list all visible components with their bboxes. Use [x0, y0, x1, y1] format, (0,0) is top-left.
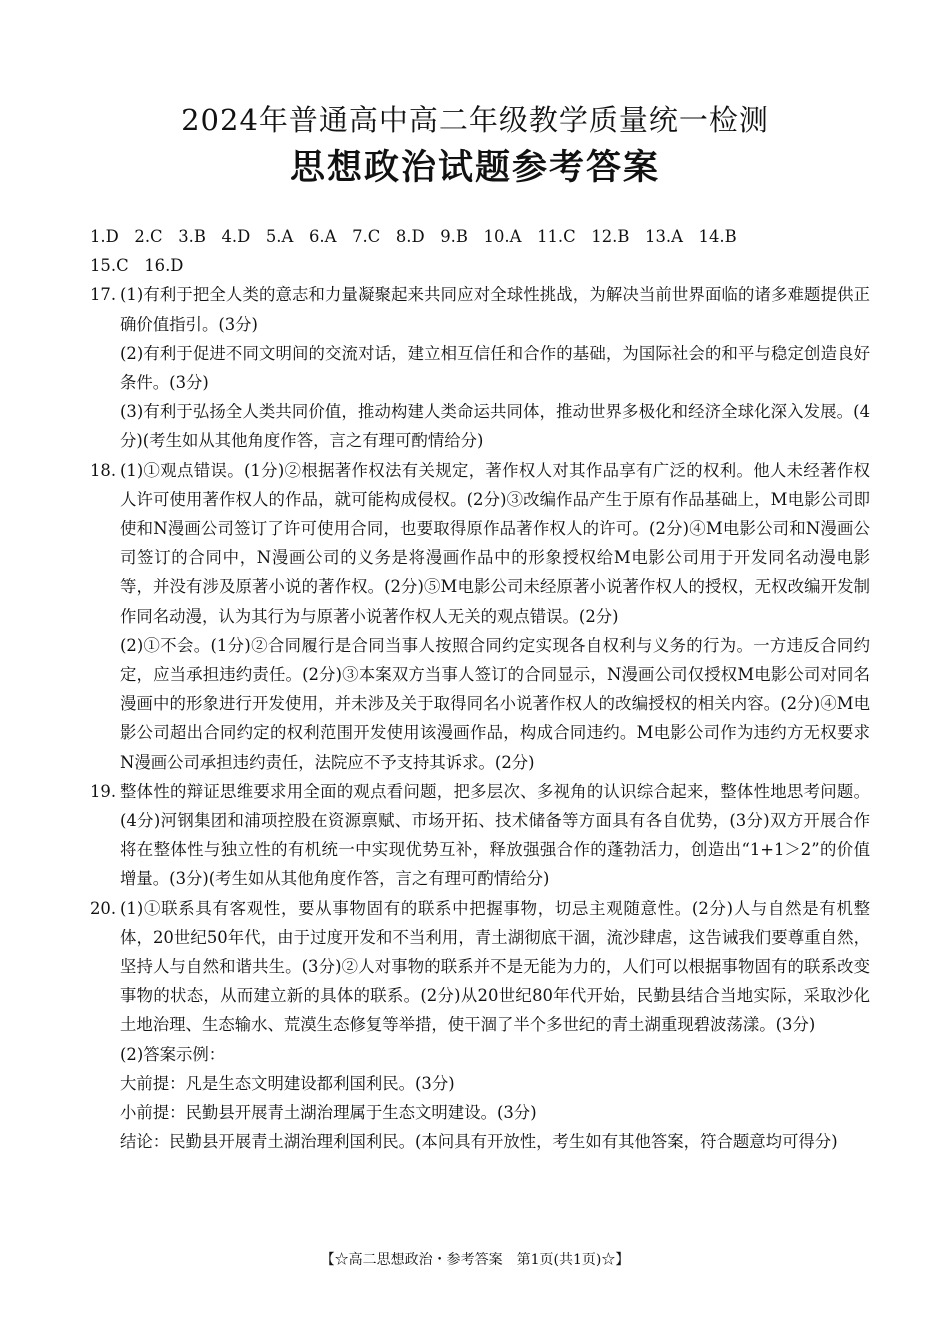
- answer-paragraph: 小前提：民勤县开展青土湖治理属于生态文明建设。(3分): [120, 1103, 537, 1123]
- question-20: [90, 894, 870, 1157]
- question-number: 18.: [90, 460, 117, 480]
- mc-answer: 15.C: [90, 256, 129, 276]
- answer-content: [90, 222, 870, 1157]
- question-number: 20.: [90, 898, 117, 918]
- answer-paragraph: (2)①不会。(1分)②合同履行是合同当事人按照合同约定实现各自权利与义务的行为。一方违反合同约定，应当承担违约责任。(2分)③本案双方当事人签订的合同显示，N漫画公司仅授权M电影公司对同名漫画中的形象进行开发使用，并未涉及关于取得同名小说著作权人的改编授权的相关内容。(2分)④M电影公司超出合同约定的权利范围开发使用该漫画作品，构成合同违约。M电影公司作为违约方无权要求N漫画公司承担违约责任，法院应不予支持其诉求。(2分): [120, 635, 870, 772]
- mc-answer: 2.C: [134, 227, 163, 246]
- mc-answer: 4.D: [221, 227, 251, 246]
- exam-title: 2024年普通高中高二年级教学质量统一检测: [181, 103, 769, 137]
- mc-answer: 11.C: [537, 227, 576, 246]
- mc-answer: 1.D: [90, 227, 119, 246]
- mc-answer: 13.A: [645, 227, 683, 246]
- answer-paragraph: (2)有利于促进不同文明间的交流对话，建立相互信任和合作的基础，为国际社会的和平与稳定创造良好条件。(3分): [120, 343, 870, 393]
- question-18: [90, 456, 870, 777]
- mc-answer: 14.B: [698, 227, 737, 246]
- answer-paragraph: (1)①联系具有客观性，要从事物固有的联系中把握事物，切忌主观随意性。(2分)人与自然是有机整体，20世纪50年代，由于过度开发和不当利用，青土湖彻底干涸，流沙肆虐，这告诫我们要尊重自然，坚持人与自然和谐共生。(3分)②人对事物的联系并不是无能为力的，人们可以根据事物固有的联系改变事物的状态，从而建立新的具体的联系。(2分)从20世纪80年代开始，民勤县结合当地实际，采取沙化土地治理、生态输水、荒漠生态修复等举措，使干涸了半个多世纪的青土湖重现碧波荡漾。(3分): [120, 898, 870, 1035]
- mc-answer: 16.D: [144, 256, 184, 276]
- answer-paragraph: (1)有利于把全人类的意志和力量凝聚起来共同应对全球性挑战，为解决当前世界面临的诸多难题提供正确价值指引。(3分): [120, 285, 870, 334]
- answer-key-title: 思想政治试题参考答案: [289, 147, 660, 188]
- answer-paragraph: 结论：民勤县开展青土湖治理利国利民。(本问具有开放性，考生如有其他答案，符合题意均可得分): [120, 1132, 838, 1152]
- answer-paragraph: (1)①观点错误。(1分)②根据著作权法有关规定，著作权人对其作品享有广泛的权利。他人未经著作权人许可使用著作权人的作品，就可能构成侵权。(2分)③改编作品产生于原有作品基础上，M电影公司即使和N漫画公司签订了许可使用合同，也要取得原作品著作权人的许可。(2分)④M电影公司和N漫画公司签订的合同中，N漫画公司的义务是将漫画作品中的形象授权给M电影公司用于开发同名动漫电影等，并没有涉及原著小说的著作权。(2分)⑤M电影公司未经原著小说著作权人的授权，无权改编开发制作同名动漫，认为其行为与原著小说著作权人无关的观点错误。(2分): [120, 460, 870, 626]
- mc-answer: 6.A: [308, 227, 337, 246]
- question-17: [90, 280, 870, 455]
- mc-answer: 8.D: [395, 227, 425, 246]
- answer-paragraph: 大前提：凡是生态文明建设都利国利民。(3分): [120, 1073, 455, 1093]
- multiple-choice-row-1: [90, 222, 870, 251]
- mc-answer: 5.A: [265, 227, 294, 246]
- question-19: [90, 777, 870, 894]
- multiple-choice-row-2: [90, 251, 870, 280]
- answer-paragraph: (2)答案示例：: [120, 1044, 226, 1064]
- mc-answer: 10.A: [483, 227, 522, 246]
- page-footer: 【☆高二思想政治・参考答案 第1页(共1页)☆】: [320, 1252, 630, 1268]
- mc-answer: 9.B: [440, 227, 468, 246]
- question-number: 17.: [90, 285, 117, 305]
- mc-answer: 3.B: [178, 227, 206, 246]
- question-number: 19.: [90, 781, 117, 801]
- mc-answer: 7.C: [352, 227, 381, 246]
- answer-paragraph: 整体性的辩证思维要求用全面的观点看问题，把多层次、多视角的认识综合起来，整体性地思考问题。(4分)河钢集团和浦项控股在资源禀赋、市场开拓、技术储备等方面具有各自优势，(3分)双方开展合作将在整体性与独立性的有机统一中实现优势互补，释放强强合作的蓬勃活力，创造出“1+1＞2”的价值增量。(3分)(考生如从其他角度作答，言之有理可酌情给分): [120, 781, 870, 889]
- mc-answer: 12.B: [591, 227, 630, 246]
- answer-paragraph: (3)有利于弘扬全人类共同价值，推动构建人类命运共同体，推动世界多极化和经济全球化深入发展。(4分)(考生如从其他角度作答，言之有理可酌情给分): [120, 402, 870, 451]
